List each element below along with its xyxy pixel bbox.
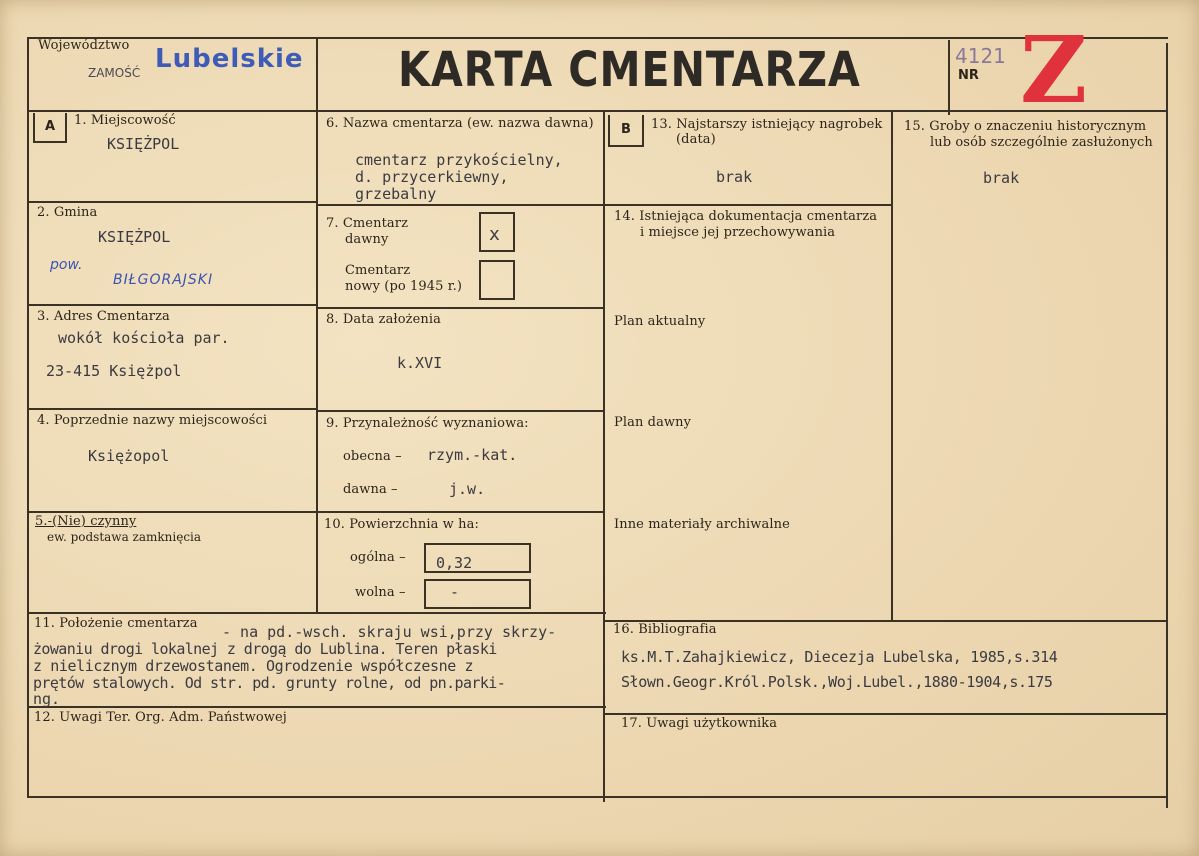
row-line-2 — [28, 304, 318, 306]
field-10-free-value: - — [450, 583, 460, 601]
field-9-former-label: dawna – — [343, 482, 398, 497]
field-10-total-value: 0,32 — [436, 554, 473, 572]
field-9-current-label: obecna – — [343, 449, 402, 464]
field-11-line2: żowaniu drogi lokalnej z drogą do Lublina. Teren płaski — [33, 640, 497, 658]
field-16-label: 16. Bibliografia — [613, 622, 717, 637]
row-line-5 — [28, 612, 606, 614]
field-14-plan-former: Plan dawny — [614, 415, 692, 430]
frame-left — [27, 37, 29, 797]
mid-row-3 — [316, 410, 605, 412]
field-10-free-label: wolna – — [355, 585, 406, 600]
nr-handwritten: 4121 — [955, 44, 1006, 68]
field-8-value: k.XVI — [397, 354, 443, 372]
field-6-label: 6. Nazwa cmentarza (ew. nazwa dawna) — [326, 116, 594, 131]
row-line-1 — [28, 201, 318, 203]
field-1-value: KSIĘŻPOL — [107, 135, 180, 153]
field-6-line1: cmentarz przykościelny, — [355, 151, 563, 169]
field-6-line3: grzebalny — [355, 185, 437, 203]
frame-top — [28, 37, 1168, 39]
row-line-4 — [28, 511, 318, 513]
field-13-sublabel: (data) — [676, 132, 716, 147]
section-b-badge: B — [608, 115, 644, 147]
mid-row-4 — [316, 511, 605, 513]
field-3-line2: 23-415 Księżpol — [46, 362, 182, 380]
field-11-label: 11. Położenie cmentarza — [34, 616, 198, 631]
field-8-label: 8. Data założenia — [326, 312, 441, 327]
field-11-line1: - na pd.-wsch. skraju wsi,przy skrzy- — [222, 623, 557, 641]
field-13-value: brak — [716, 168, 753, 186]
row-line-6b — [605, 713, 1168, 715]
field-1-label: 1. Miejscowość — [74, 113, 176, 128]
field-13-label: 13. Najstarszy istniejący nagrobek — [651, 117, 883, 132]
nr-label: NR — [958, 68, 979, 83]
field-10-total-label: ogólna – — [350, 550, 406, 565]
field-7-label: 7. Cmentarz — [326, 216, 409, 231]
field-15-value: brak — [983, 169, 1020, 187]
field-7-old-mark: x — [489, 224, 500, 245]
field-7-new-checkbox — [479, 260, 515, 300]
right-row-1 — [605, 204, 893, 206]
field-15-sublabel: lub osób szczególnie zasłużonych — [930, 135, 1153, 150]
field-2-pow-value: BIŁGORAJSKI — [113, 272, 214, 288]
mid-row-1 — [316, 204, 605, 206]
col-divider-mid — [603, 112, 605, 802]
voivodeship-label: Województwo — [38, 38, 130, 53]
col-divider-right — [891, 112, 893, 620]
frame-right — [1166, 43, 1168, 808]
field-16-line2: Słown.Geogr.Król.Polsk.,Woj.Lubel.,1880-1904,s.175 — [621, 673, 1053, 691]
field-9-label: 9. Przynależność wyznaniowa: — [326, 416, 529, 431]
field-3-line1: wokół kościoła par. — [58, 329, 230, 347]
field-2-pow-prefix: pow. — [50, 257, 83, 273]
field-4-label: 4. Poprzednie nazwy miejscowości — [37, 413, 268, 428]
field-5-sublabel: ew. podstawa zamknięcia — [47, 530, 202, 544]
field-3-label: 3. Adres Cmentarza — [37, 309, 170, 324]
field-9-current-value: rzym.-kat. — [427, 446, 518, 464]
mid-row-2 — [316, 307, 605, 309]
field-2-value: KSIĘŻPOL — [98, 228, 171, 246]
field-11-line3: z nielicznym drzewostanem. Ogrodzenie współczesne z — [33, 657, 474, 675]
field-16-line1: ks.M.T.Zahajkiewicz, Diecezja Lubelska, 1985,s.314 — [621, 648, 1058, 666]
field-14-other: Inne materiały archiwalne — [614, 517, 790, 532]
category-letter: Z — [1020, 16, 1088, 124]
voivodeship-stamp: Lubelskie — [155, 44, 304, 74]
field-12-label: 12. Uwagi Ter. Org. Adm. Państwowej — [34, 710, 287, 725]
row-line-6 — [28, 706, 606, 708]
frame-bottom — [27, 796, 1167, 798]
field-14-sublabel: i miejsce jej przechowywania — [640, 225, 836, 240]
field-7-new-sublabel: nowy (po 1945 r.) — [345, 279, 463, 294]
field-9-former-value: j.w. — [449, 480, 486, 498]
voivodeship-old: ZAMOŚĆ — [88, 66, 141, 80]
field-11-line5: ng. — [33, 690, 61, 708]
field-6-line2: d. przycerkiewny, — [355, 168, 509, 186]
page-title: KARTA CMENTARZA — [398, 42, 861, 98]
section-a-badge: A — [33, 113, 67, 143]
header-divider-2 — [948, 40, 950, 115]
field-11-line4: prętów stalowych. Od str. pd. grunty rolne, od pn.parki- — [33, 674, 506, 692]
field-5-label: 5.-(Nie) czynny — [35, 514, 137, 529]
header-divider-1 — [316, 37, 318, 613]
field-7-new-label: Cmentarz — [345, 263, 411, 278]
field-10-free-box — [424, 579, 531, 609]
row-line-3 — [28, 408, 318, 410]
field-4-value: Księżopol — [88, 447, 170, 465]
field-2-label: 2. Gmina — [37, 205, 98, 220]
field-7-old-label: dawny — [345, 232, 389, 247]
field-14-plan-current: Plan aktualny — [614, 314, 706, 329]
field-14-label: 14. Istniejąca dokumentacja cmentarza — [614, 209, 878, 224]
header-bottom — [28, 110, 1168, 112]
field-17-label: 17. Uwagi użytkownika — [621, 716, 778, 731]
field-10-label: 10. Powierzchnia w ha: — [324, 517, 479, 532]
field-15-label: 15. Groby o znaczeniu historycznym — [904, 119, 1147, 134]
